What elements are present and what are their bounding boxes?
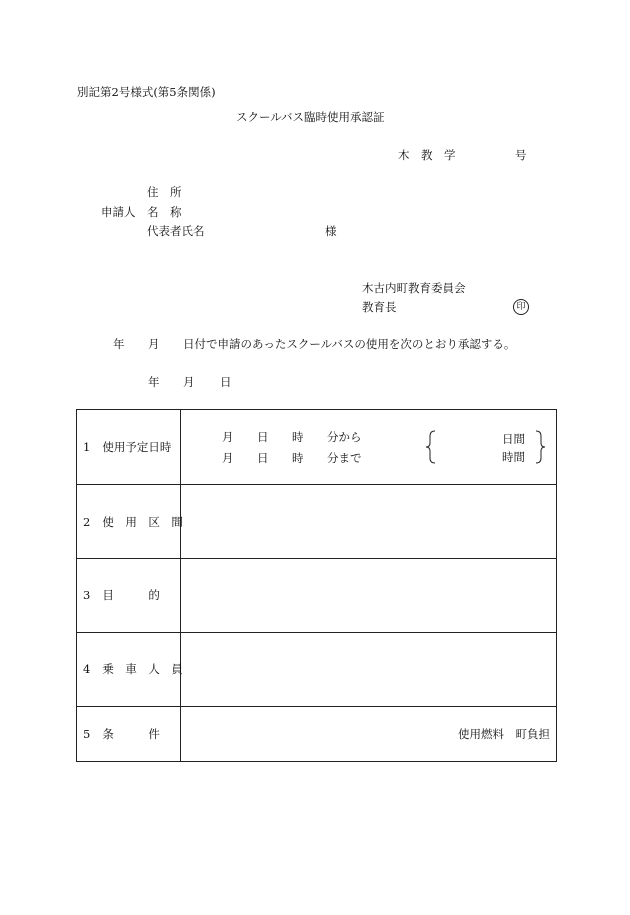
end-day: 日 (257, 451, 269, 465)
statement-year: 年 (113, 337, 125, 351)
row-label-purpose (83, 588, 160, 602)
row-label-conditions (83, 727, 160, 741)
row-number: 2 (83, 515, 91, 529)
table-row-route (77, 484, 556, 558)
row-number: 3 (83, 588, 91, 602)
table-row-schedule (77, 410, 556, 484)
end-hour: 時 (292, 451, 304, 465)
start-minute-from: 分から (327, 430, 362, 444)
representative-label: 代表者氏名 (147, 224, 205, 238)
seal-mark: 印 (513, 299, 529, 315)
table-row-passengers (77, 632, 556, 706)
end-minute-until: 分まで (327, 451, 362, 465)
document-number-prefix: 木 教 学 (398, 148, 456, 162)
row-title: 使用予定日時 (102, 440, 172, 454)
end-month: 月 (222, 451, 234, 465)
condition-text: 使用燃料 町負担 (458, 727, 550, 741)
start-month: 月 (222, 430, 234, 444)
applicant-label: 申請人 (101, 205, 136, 219)
table-row-purpose (77, 558, 556, 632)
row-title: 乗 車 人 員 (102, 662, 183, 676)
document-title: スクールバス臨時使用承認証 (236, 110, 385, 124)
days-unit: 日間 (502, 432, 525, 446)
hours-unit: 時間 (502, 450, 525, 464)
row-number: 1 (83, 440, 91, 454)
approval-table (76, 409, 557, 762)
issuer-title: 教育長 (362, 300, 397, 314)
row-label-passengers (83, 662, 183, 676)
start-day: 日 (257, 430, 269, 444)
row-title: 使 用 区 間 (102, 515, 183, 529)
row-label-route (83, 515, 183, 529)
name-label: 名 称 (147, 205, 182, 219)
address-label: 住 所 (147, 185, 182, 199)
start-hour: 時 (292, 430, 304, 444)
row-title: 目 的 (102, 588, 160, 602)
row-label-schedule (83, 440, 171, 454)
issue-month: 月 (183, 375, 195, 389)
issue-year: 年 (148, 375, 160, 389)
honorific: 様 (325, 224, 337, 238)
right-brace-icon (534, 430, 546, 464)
table-row-conditions (77, 706, 556, 761)
row-number: 4 (83, 662, 91, 676)
row-title: 条 件 (102, 727, 160, 741)
issue-day: 日 (220, 375, 232, 389)
document-number-suffix: 号 (515, 148, 527, 162)
left-brace-icon (425, 430, 437, 464)
statement-month: 月 (148, 337, 160, 351)
form-reference: 別記第2号様式(第5条関係) (77, 85, 216, 99)
row-number: 5 (83, 727, 91, 741)
statement-text: 日付で申請のあったスクールバスの使用を次のとおり承認する。 (183, 337, 516, 351)
issuer-organization: 木古内町教育委員会 (362, 281, 466, 295)
